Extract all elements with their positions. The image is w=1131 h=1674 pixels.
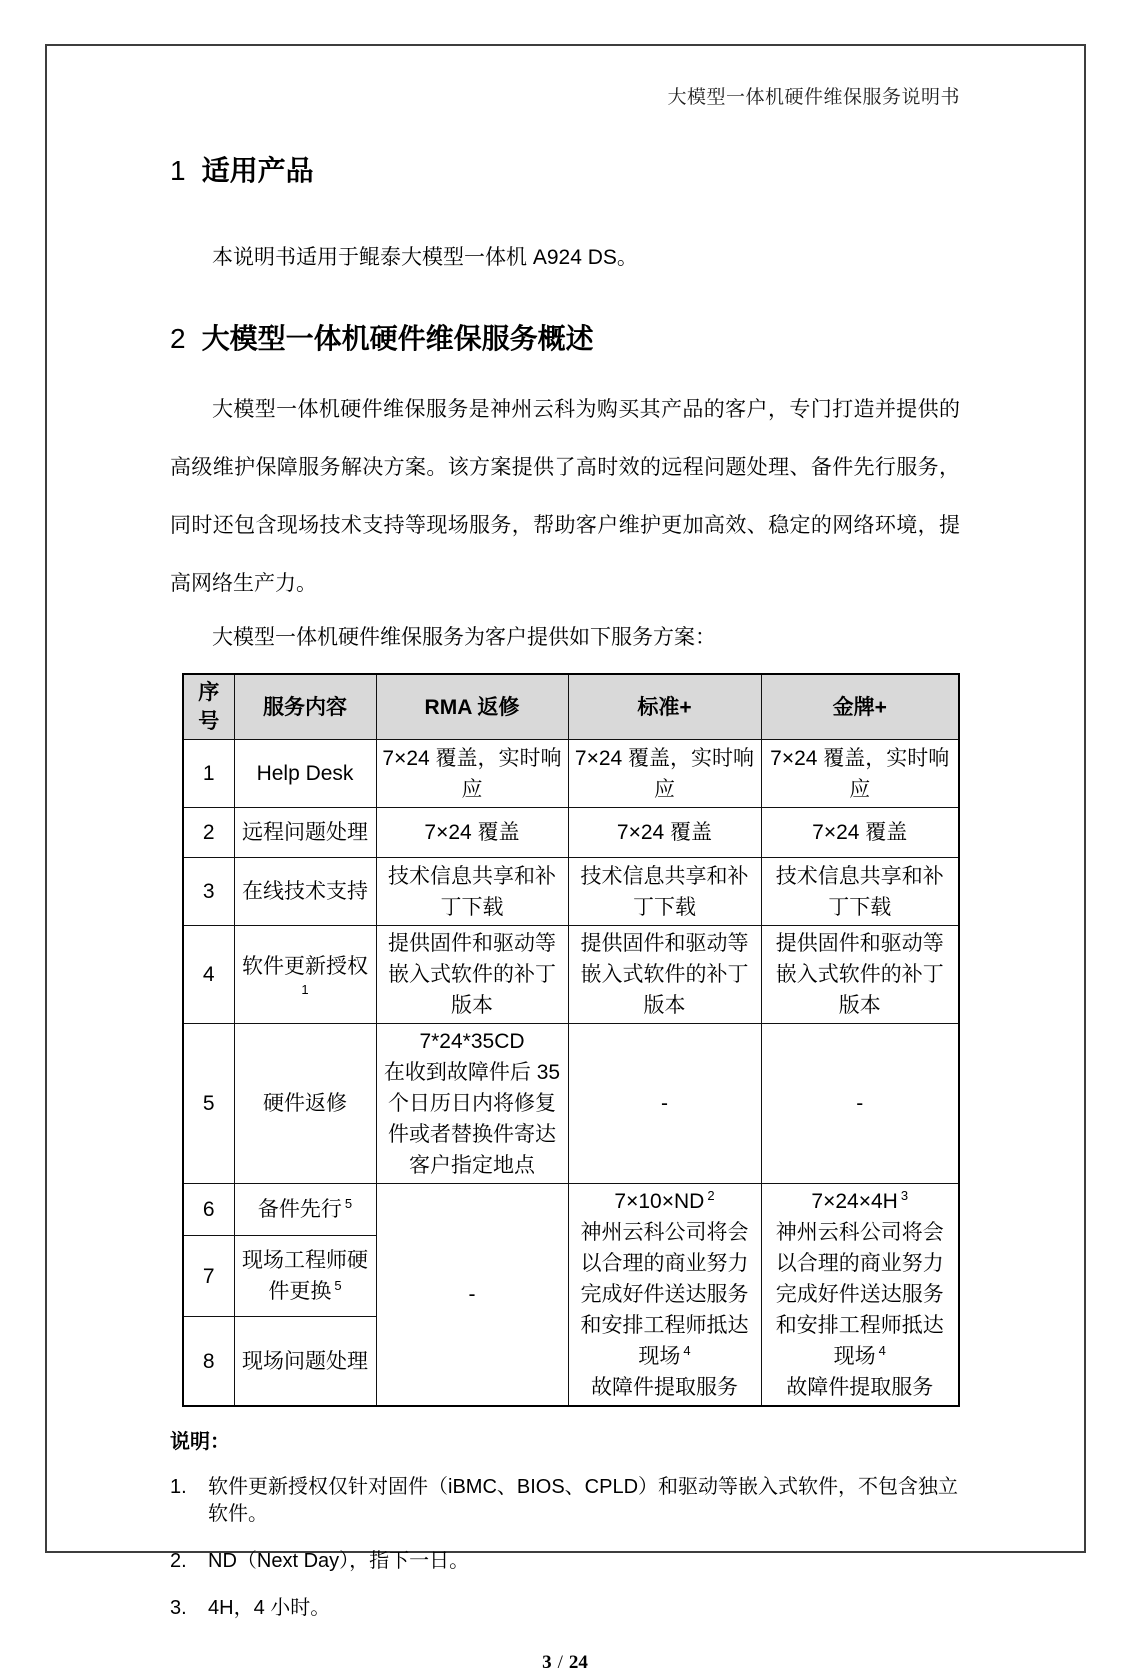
row6-service: 备件先行 $^5$ xyxy=(234,1184,376,1236)
row8-index: 8 xyxy=(183,1317,234,1406)
row7-index: 7 xyxy=(183,1235,234,1317)
row7-service: 现场工程师硬件更换 $^5$ xyxy=(234,1235,376,1317)
row3-index: 3 xyxy=(183,858,234,926)
standard-body-footnote: 4 xyxy=(683,1343,691,1358)
page-separator: / xyxy=(557,1652,563,1673)
row4-gold: 提供固件和驱动等嵌入式软件的补丁版本 xyxy=(761,926,959,1024)
header-gold: 金牌+ xyxy=(761,674,959,740)
table-row xyxy=(183,740,959,808)
row5-rma-body: 在收到故障件后 35 个日历日内将修复件或者替换件寄达客户指定地点 xyxy=(383,1061,561,1177)
gold-tail: 故障件提取服务 xyxy=(786,1376,934,1399)
note-item xyxy=(170,1548,960,1575)
page-footer xyxy=(170,1652,960,1674)
table-header-row xyxy=(183,674,959,740)
table-row xyxy=(183,1024,959,1184)
row4-index: 4 xyxy=(183,926,234,1024)
row4-rma: 提供固件和驱动等嵌入式软件的补丁版本 xyxy=(376,926,568,1024)
section-2-heading xyxy=(170,317,960,357)
row1-gold: 7×24 覆盖，实时响应 xyxy=(761,740,959,808)
row4-service: 软件更新授权 1 xyxy=(234,926,376,1024)
section-1-heading xyxy=(170,149,960,189)
row5-rma-sla: 7*24*35CD xyxy=(419,1030,525,1053)
section-2-paragraph: 大模型一体机硬件维保服务是神州云科为购买其产品的客户，专门打造并提供的高级维护保障服务解决方案。该方案提供了高时效的远程问题处理、备件先行服务，同时还包含现场技术支持等现场服务，帮助客户维护更加高效、稳定的网络环境，提高网络生产力。 xyxy=(170,398,960,595)
note-text: ND（Next Day），指下一日。 xyxy=(208,1550,470,1572)
header-service: 服务内容 xyxy=(234,674,376,740)
row1-service: Help Desk xyxy=(234,740,376,808)
standard-sla-footnote: 2 xyxy=(707,1188,715,1203)
row7-footnote: 5 xyxy=(334,1278,342,1294)
header-index: 序号 xyxy=(183,674,234,740)
row6-index: 6 xyxy=(183,1184,234,1236)
note-text: 4H，4 小时。 xyxy=(208,1597,331,1619)
section-1-title: 适用产品 xyxy=(201,155,314,186)
rows6-8-rma: - xyxy=(376,1184,568,1407)
rows6-8-standard xyxy=(568,1184,761,1407)
note-item xyxy=(170,1595,960,1622)
row2-gold: 7×24 覆盖 xyxy=(761,808,959,858)
rows6-8-gold xyxy=(761,1184,959,1407)
row2-service: 远程问题处理 xyxy=(234,808,376,858)
standard-sla: 7×10×ND $^2$ xyxy=(614,1188,715,1213)
note-text: 软件更新授权仅针对固件（iBMC、BIOS、CPLD）和驱动等嵌入式软件，不包含独立软件。 xyxy=(208,1476,959,1525)
row5-standard: - xyxy=(568,1024,761,1184)
row4-standard: 提供固件和驱动等嵌入式软件的补丁版本 xyxy=(568,926,761,1024)
row2-standard: 7×24 覆盖 xyxy=(568,808,761,858)
note-number: 3. xyxy=(170,1597,187,1619)
header-standard: 标准+ xyxy=(568,674,761,740)
row5-rma xyxy=(376,1024,568,1184)
page-header xyxy=(170,82,960,109)
row5-service: 硬件返修 xyxy=(234,1024,376,1184)
table-row xyxy=(183,808,959,858)
row5-gold: - xyxy=(761,1024,959,1184)
total-pages: 24 xyxy=(568,1652,588,1673)
table-row xyxy=(183,1184,959,1236)
row4-service-footnote: 1 xyxy=(301,982,309,997)
gold-body-footnote: 4 xyxy=(878,1343,886,1358)
row1-standard: 7×24 覆盖，实时响应 xyxy=(568,740,761,808)
note-number: 2. xyxy=(170,1550,187,1572)
section-2-title: 大模型一体机硬件维保服务概述 xyxy=(201,323,594,354)
row2-index: 2 xyxy=(183,808,234,858)
row2-rma: 7×24 覆盖 xyxy=(376,808,568,858)
gold-sla: 7×24×4H $^3$ xyxy=(811,1188,909,1213)
document-content xyxy=(170,0,960,1674)
row3-gold: 技术信息共享和补丁下载 xyxy=(761,858,959,926)
note-item xyxy=(170,1474,960,1528)
section-1-body: 本说明书适用于鲲泰大模型一体机 A924 DS。 xyxy=(212,246,638,269)
gold-sla-footnote: 3 xyxy=(900,1188,909,1203)
row5-index: 5 xyxy=(183,1024,234,1184)
note-number: 1. xyxy=(170,1476,187,1498)
row1-index: 1 xyxy=(183,740,234,808)
section-2-number: 2 xyxy=(170,323,186,354)
row3-service: 在线技术支持 xyxy=(234,858,376,926)
row3-rma: 技术信息共享和补丁下载 xyxy=(376,858,568,926)
table-intro: 大模型一体机硬件维保服务为客户提供如下服务方案： xyxy=(212,626,716,649)
gold-body: 神州云科公司将会以合理的商业努力完成好件送达服务和安排工程师抵达现场 $^4$ xyxy=(775,1221,944,1368)
row8-service: 现场问题处理 xyxy=(234,1317,376,1406)
row6-footnote: 5 xyxy=(344,1195,353,1211)
standard-tail: 故障件提取服务 xyxy=(591,1376,738,1399)
section-1-number: 1 xyxy=(170,155,186,186)
notes-title: 说明： xyxy=(170,1431,230,1453)
row1-rma: 7×24 覆盖，实时响应 xyxy=(376,740,568,808)
standard-body: 神州云科公司将会以合理的商业努力完成好件送达服务和安排工程师抵达现场 $^4$ xyxy=(580,1221,749,1368)
service-plan-table xyxy=(182,673,960,1407)
header-rma: RMA 返修 xyxy=(376,674,568,740)
table-row xyxy=(183,858,959,926)
current-page: 3 xyxy=(542,1652,552,1673)
row3-standard: 技术信息共享和补丁下载 xyxy=(568,858,761,926)
document-title: 大模型一体机硬件维保服务说明书 xyxy=(667,87,960,108)
table-row xyxy=(183,926,959,1024)
